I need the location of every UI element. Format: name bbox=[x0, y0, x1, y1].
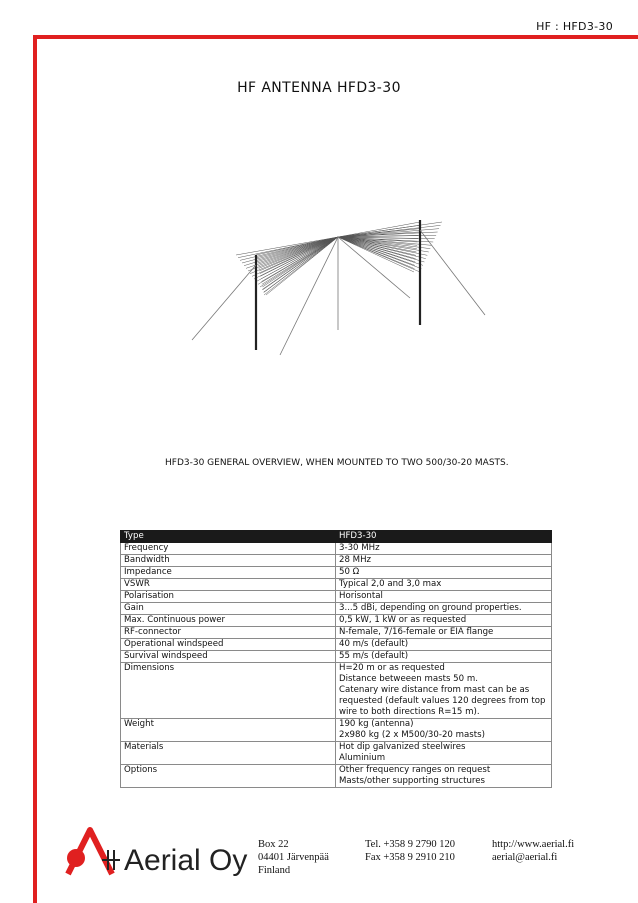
header-tag: HF : HFD3-30 bbox=[536, 20, 613, 33]
spec-label: Bandwidth bbox=[121, 555, 336, 567]
spec-row bbox=[121, 555, 552, 567]
website-link[interactable]: http://www.aerial.fi bbox=[492, 839, 575, 850]
svg-text:Aerial Oy: Aerial Oy bbox=[124, 844, 248, 877]
spec-value: 3-30 MHz bbox=[336, 543, 552, 555]
spec-row bbox=[121, 591, 552, 603]
spec-row bbox=[121, 719, 552, 742]
spec-row bbox=[121, 651, 552, 663]
spec-label: Survival windspeed bbox=[121, 651, 336, 663]
spec-row bbox=[121, 663, 552, 719]
spec-value: 3...5 dBi, depending on ground properties. bbox=[336, 603, 552, 615]
spec-row bbox=[121, 531, 552, 543]
spec-row bbox=[121, 742, 552, 765]
spec-value: Other frequency ranges on request Masts/other supporting structures bbox=[336, 765, 552, 788]
spec-label: Options bbox=[121, 765, 336, 788]
spec-row bbox=[121, 567, 552, 579]
spec-row bbox=[121, 615, 552, 627]
spec-value: 28 MHz bbox=[336, 555, 552, 567]
contact-web bbox=[492, 838, 574, 864]
spec-label: Gain bbox=[121, 603, 336, 615]
spec-row bbox=[121, 579, 552, 591]
contact-address: Box 22 04401 Järvenpää Finland bbox=[258, 839, 329, 876]
spec-label: RF-connector bbox=[121, 627, 336, 639]
spec-label: Operational windspeed bbox=[121, 639, 336, 651]
spec-value: 55 m/s (default) bbox=[336, 651, 552, 663]
spec-label: Dimensions bbox=[121, 663, 336, 719]
spec-row bbox=[121, 627, 552, 639]
specifications-table bbox=[120, 530, 552, 788]
spec-label: Polarisation bbox=[121, 591, 336, 603]
spec-row bbox=[121, 543, 552, 555]
spec-row bbox=[121, 765, 552, 788]
spec-value: HFD3-30 bbox=[336, 531, 552, 543]
contact-phone: Tel. +358 9 2790 120 Fax +358 9 2910 210 bbox=[365, 839, 456, 863]
spec-value: 50 Ω bbox=[336, 567, 552, 579]
spec-value: 40 m/s (default) bbox=[336, 639, 552, 651]
frame-top-border bbox=[33, 35, 638, 39]
figure-caption: HFD3-30 GENERAL OVERVIEW, WHEN MOUNTED TO TWO 500/30-20 MASTS. bbox=[165, 458, 509, 468]
spec-row bbox=[121, 639, 552, 651]
email-link[interactable]: aerial@aerial.fi bbox=[492, 852, 558, 863]
spec-row bbox=[121, 603, 552, 615]
spec-value: 190 kg (antenna) 2x980 kg (2 x M500/30-20 masts) bbox=[336, 719, 552, 742]
spec-value: H=20 m or as requested Distance betweeen masts 50 m. Catenary wire distance from mast can be as requested (default values 120 degrees from top wire to both directions R=15 m). bbox=[336, 663, 552, 719]
spec-label: Type bbox=[121, 531, 336, 543]
spec-value: Typical 2,0 and 3,0 max bbox=[336, 579, 552, 591]
spec-label: Materials bbox=[121, 742, 336, 765]
spec-value: 0,5 kW, 1 kW or as requested bbox=[336, 615, 552, 627]
frame-left-border bbox=[33, 35, 37, 903]
antenna-illustration bbox=[180, 210, 500, 370]
spec-label: VSWR bbox=[121, 579, 336, 591]
spec-label: Max. Continuous power bbox=[121, 615, 336, 627]
spec-label: Weight bbox=[121, 719, 336, 742]
aerial-oy-logo bbox=[62, 822, 252, 882]
spec-value: Horisontal bbox=[336, 591, 552, 603]
page-title: HF ANTENNA HFD3-30 bbox=[237, 80, 401, 96]
spec-value: Hot dip galvanized steelwires Aluminium bbox=[336, 742, 552, 765]
spec-value: N-female, 7/16-female or EIA flange bbox=[336, 627, 552, 639]
spec-label: Frequency bbox=[121, 543, 336, 555]
spec-label: Impedance bbox=[121, 567, 336, 579]
